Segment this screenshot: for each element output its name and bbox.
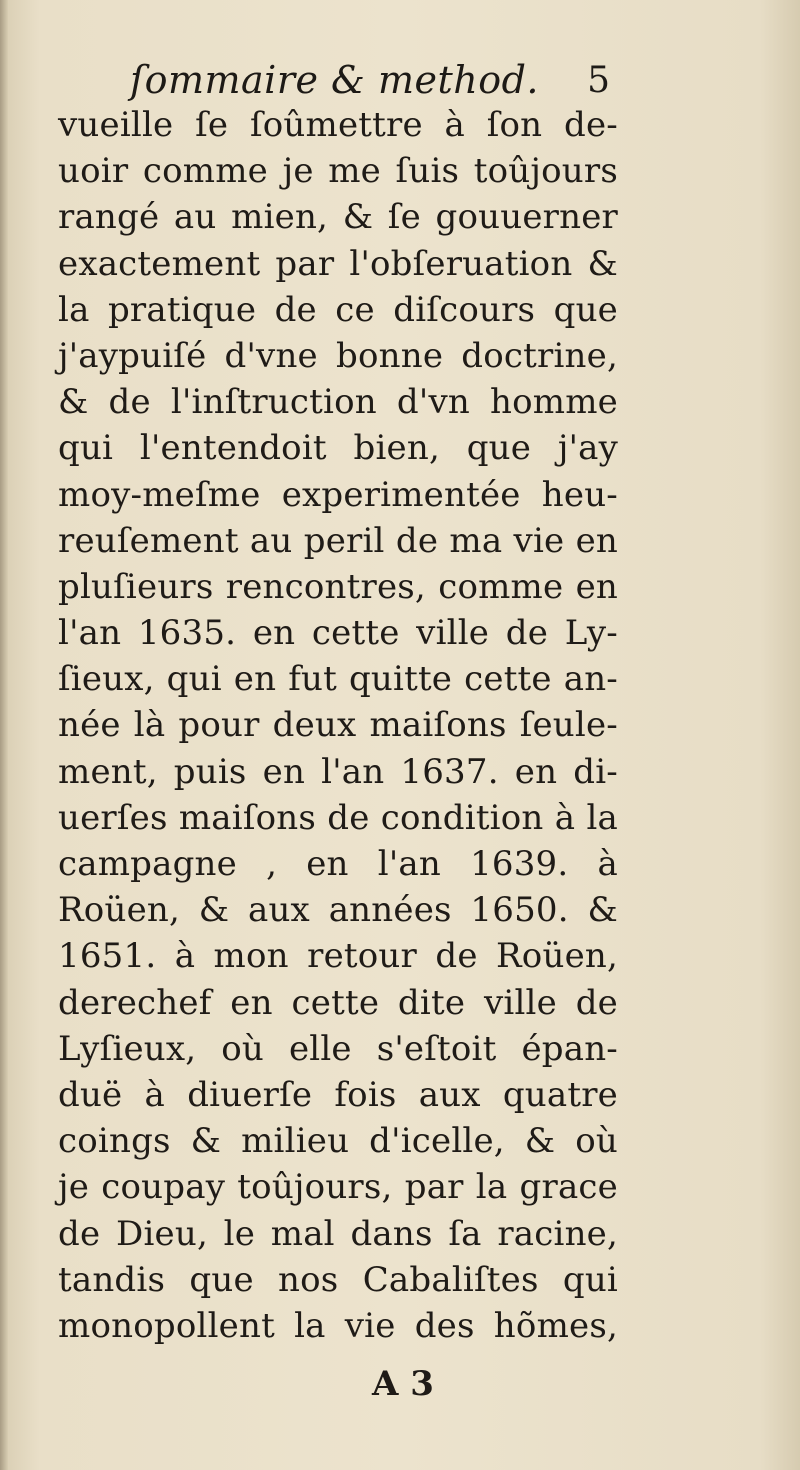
text-line: & de l'inſtruction d'vn homme bbox=[58, 382, 618, 423]
text-line: la pratique de ce diſcours que bbox=[58, 289, 618, 330]
text-line: qui l'entendoit bien, que j'ay bbox=[58, 428, 618, 469]
page-gutter-shadow bbox=[0, 0, 8, 1470]
text-line: uerſes maiſons de condition à la bbox=[58, 797, 618, 838]
text-line: Roüen, & aux années 1650. & bbox=[58, 890, 618, 931]
text-line: moy-meſme experimentée heu- bbox=[58, 474, 618, 515]
text-line: Lyſieux, où elle s'eſtoit épan- bbox=[58, 1028, 618, 1069]
text-line: née là pour deux maiſons ſeule- bbox=[58, 705, 618, 746]
text-line: pluſieurs rencontres, comme en bbox=[58, 566, 618, 607]
text-line: je coupay toûjours, par la grace bbox=[58, 1167, 618, 1208]
text-line: exactement par l'obſeruation & bbox=[58, 243, 618, 284]
text-line: reuſement au peril de ma vie en bbox=[58, 520, 618, 561]
text-line: ment, puis en l'an 1637. en di- bbox=[58, 751, 618, 792]
text-line: vueille ſe ſoûmettre à ſon de- bbox=[58, 105, 618, 145]
page-number: 5 bbox=[587, 60, 610, 101]
text-line: derechef en cette dite ville de bbox=[58, 982, 618, 1023]
text-line: rangé au mien, & ſe gouuerner bbox=[58, 197, 618, 238]
text-line: duë à diuerſe fois aux quatre bbox=[58, 1074, 618, 1115]
page-header bbox=[130, 58, 610, 108]
text-line: uoir comme je me ſuis toûjours bbox=[58, 151, 618, 192]
text-line: tandis que nos Cabaliſtes qui bbox=[58, 1259, 618, 1300]
signature-mark: A 3 bbox=[372, 1364, 434, 1404]
text-line: ſieux, qui en fut quitte cette an- bbox=[58, 659, 618, 700]
running-head: ſommaire & method. bbox=[130, 58, 540, 102]
text-line: de Dieu, le mal dans ſa racine, bbox=[58, 1213, 618, 1254]
text-line: l'an 1635. en cette ville de Ly- bbox=[58, 613, 618, 654]
text-line: monopollent la vie des hõmes, bbox=[58, 1305, 618, 1346]
text-line: 1651. à mon retour de Roüen, bbox=[58, 936, 618, 977]
text-line: campagne , en l'an 1639. à bbox=[58, 844, 618, 884]
text-line: coings & milieu d'icelle, & où bbox=[58, 1121, 618, 1162]
body-text bbox=[58, 102, 618, 1349]
text-line: j'aypuiſé d'vne bonne doctrine, bbox=[58, 335, 618, 376]
